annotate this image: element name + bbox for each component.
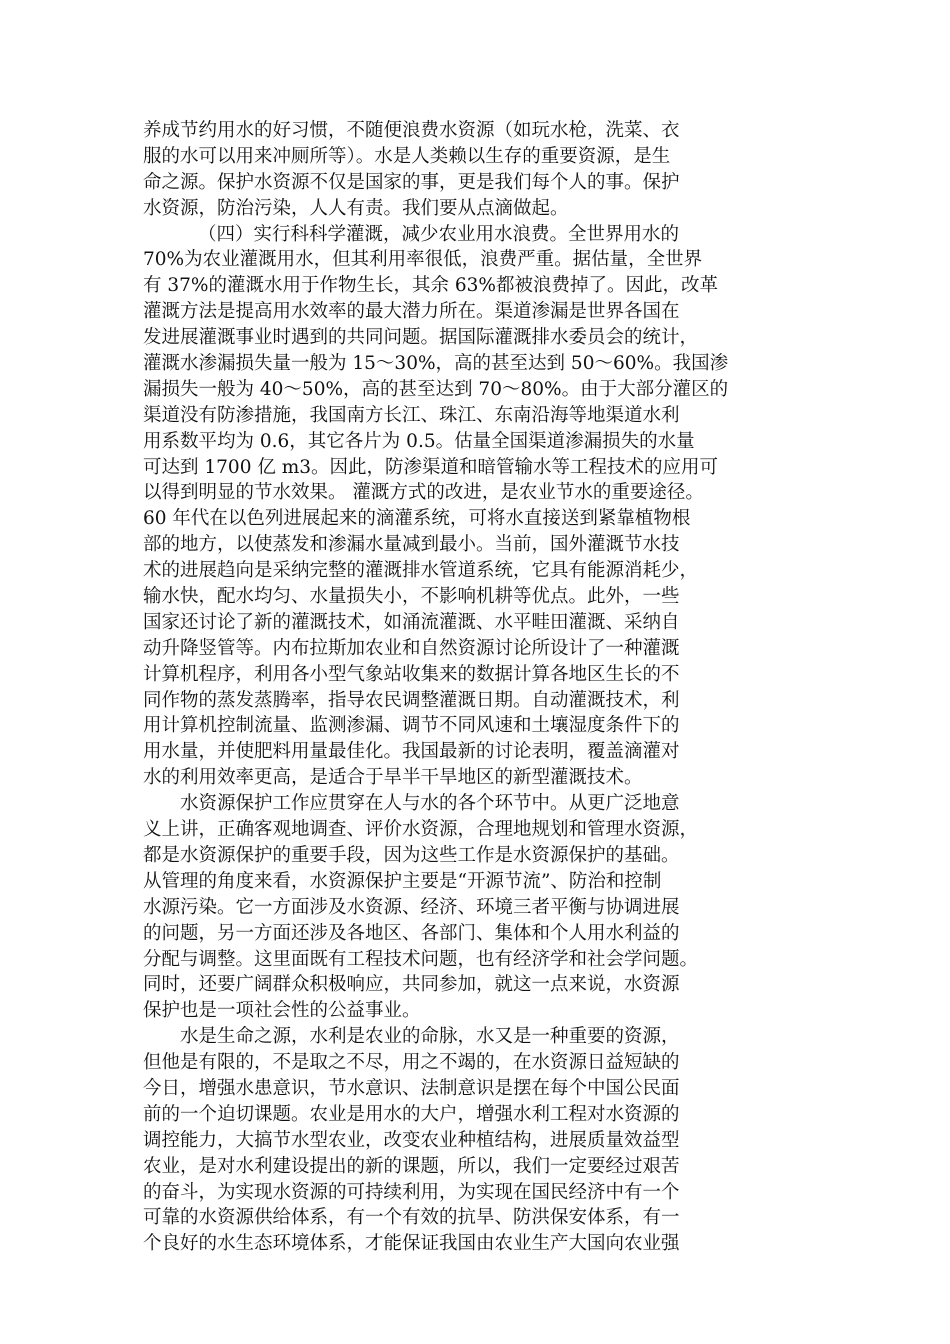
text-line: 计算机程序，利用各小型气象站收集来的数据计算各地区生长的不 [143, 663, 680, 685]
text-line: 分配与调整。这里面既有工程技术问题，也有经济学和社会学问题。 [143, 948, 699, 970]
text-line: 70%为农业灌溉用水，但其利用率很低，浪费严重。据估量，全世界 [143, 249, 703, 271]
text-line: 养成节约用水的好习惯，不随便浪费水资源（如玩水枪，洗菜、衣 [143, 120, 680, 141]
text-line: 同时，还要广阔群众积极响应，共同参加，就这一点来说，水资源 [143, 974, 680, 996]
text-line: 可靠的水资源供给体系，有一个有效的抗旱、防洪保安体系，有一 [143, 1207, 680, 1229]
text-line: 前的一个迫切课题。农业是用水的大户，增强水利工程对水资源的 [143, 1103, 680, 1125]
text-line: 的问题，另一方面还涉及各地区、各部门、集体和个人用水利益的 [143, 922, 680, 944]
text-line: 今日，增强水患意识，节水意识、法制意识是摆在每个中国公民面 [143, 1077, 680, 1099]
text-line: 灌溉水渗漏损失量一般为 15～30%，高的甚至达到 50～60%。我国渗 [143, 353, 729, 375]
text-line: 灌溉方法是提高用水效率的最大潜力所在。渠道渗漏是世界各国在 [143, 301, 680, 323]
document-body [143, 118, 823, 1258]
text-line: 有 37%的灌溉水用于作物生长，其余 63%都被浪费掉了。因此，改革 [143, 275, 719, 297]
text-line: 都是水资源保护的重要手段，因为这些工作是水资源保护的基础。 [143, 844, 680, 866]
text-line: 用系数平均为 0.6，其它各片为 0.5。估量全国渠道渗漏损失的水量 [143, 430, 695, 452]
text-line: 发进展灌溉事业时遇到的共同问题。据国际灌溉排水委员会的统计， [143, 327, 699, 349]
text-line: 调控能力，大搞节水型农业，改变农业种植结构，进展质量效益型 [143, 1129, 680, 1151]
text-line: 部的地方，以使蒸发和渗漏水量减到最小。当前，国外灌溉节水技 [143, 534, 680, 556]
text-line: 漏损失一般为 40～50%，高的甚至达到 70～80%。由于大部分灌区的 [143, 378, 729, 400]
text-line: 义上讲，正确客观地调查、评价水资源，合理地规划和管理水资源， [143, 819, 699, 841]
text-line: 命之源。保护水资源不仅是国家的事，更是我们每个人的事。保护 [143, 171, 680, 193]
text-line: 渠道没有防渗措施，我国南方长江、珠江、东南沿海等地渠道水利 [143, 404, 680, 426]
text-line: 水的利用效率更高，是适合于旱半干旱地区的新型灌溉技术。 [143, 767, 643, 789]
text-line: 动升降竖管等。内布拉斯加农业和自然资源讨论所设计了一种灌溉 [143, 637, 680, 659]
text-line: 水资源，防治污染，人人有责。我们要从点滴做起。 [143, 197, 569, 219]
text-line: 输水快，配水均匀、水量损失小，不影响机耕等优点。此外，一些 [143, 586, 680, 608]
text-line: （四）实行科科学灌溉，减少农业用水浪费。全世界用水的 [198, 223, 680, 245]
text-line: 从管理的角度来看，水资源保护主要是“开源节流”、防治和控制 [143, 870, 662, 892]
text-line: 服的水可以用来冲厕所等）。水是人类赖以生存的重要资源，是生 [143, 145, 671, 167]
text-line: 但他是有限的，不是取之不尽，用之不竭的，在水资源日益短缺的 [143, 1052, 680, 1074]
text-line: 农业，是对水利建设提出的新的课题，所以，我们一定要经过艰苦 [143, 1155, 680, 1177]
text-line: 个良好的水生态环境体系，才能保证我国由农业生产大国向农业强 [143, 1233, 680, 1255]
text-line: 用水量，并使肥料用量最佳化。我国最新的讨论表明，覆盖滴灌对 [143, 741, 680, 763]
text-line: 用计算机控制流量、监测渗漏、调节不同风速和土壤湿度条件下的 [143, 715, 680, 737]
text-line: 水是生命之源，水利是农业的命脉，水又是一种重要的资源， [180, 1026, 680, 1048]
text-line: 保护也是一项社会性的公益事业。 [143, 1000, 421, 1022]
text-line: 以得到明显的节水效果。 灌溉方式的改进，是农业节水的重要途径。 [143, 482, 704, 504]
text-line: 国家还讨论了新的灌溉技术，如涌流灌溉、水平畦田灌溉、采纳自 [143, 611, 680, 633]
text-line: 60 年代在以色列进展起来的滴灌系统，可将水直接送到紧靠植物根 [143, 508, 691, 530]
text-line: 术的进展趋向是采纳完整的灌溉排水管道系统，它具有能源消耗少， [143, 560, 699, 582]
text-line: 水资源保护工作应贯穿在人与水的各个环节中。从更广泛地意 [180, 793, 680, 815]
text-line: 同作物的蒸发蒸腾率，指导农民调整灌溉日期。自动灌溉技术，利 [143, 689, 680, 711]
text-line: 可达到 1700 亿 m3。因此，防渗渠道和暗管输水等工程技术的应用可 [143, 456, 719, 478]
text-line: 的奋斗，为实现水资源的可持续利用，为实现在国民经济中有一个 [143, 1181, 680, 1203]
text-line: 水源污染。它一方面涉及水资源、经济、环境三者平衡与协调进展 [143, 896, 680, 918]
